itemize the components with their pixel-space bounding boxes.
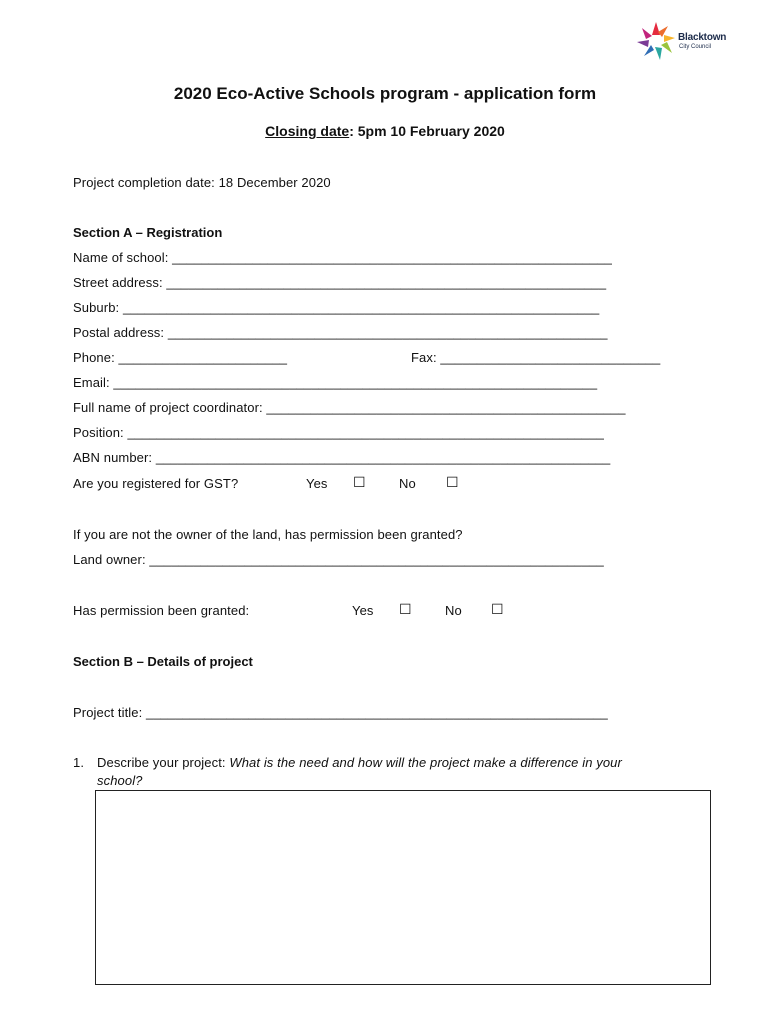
position-field[interactable]: Position: _________________________________________________________________ <box>73 425 604 440</box>
gst-no-label: No <box>399 476 416 491</box>
project-title-field[interactable]: Project title: _______________________________________________________________ <box>73 705 608 720</box>
question-1-answer-box[interactable] <box>95 790 711 985</box>
project-completion-date: Project completion date: 18 December 2020 <box>73 175 331 190</box>
permission-yes-label: Yes <box>352 603 374 618</box>
school-name-field[interactable]: Name of school: ____________________________________________________________ <box>73 250 612 265</box>
fax-field[interactable]: Fax: ______________________________ <box>411 350 661 365</box>
permission-no-label: No <box>445 603 462 618</box>
gst-no-checkbox[interactable]: ☐ <box>446 474 459 490</box>
land-permission-question: If you are not the owner of the land, has permission been granted? <box>73 527 463 542</box>
land-owner-field[interactable]: Land owner: ______________________________________________________________ <box>73 552 604 567</box>
street-address-field[interactable]: Street address: ____________________________________________________________ <box>73 275 607 290</box>
section-a-heading: Section A – Registration <box>73 225 223 240</box>
section-b-heading: Section B – Details of project <box>73 654 253 669</box>
phone-field[interactable]: Phone: _______________________ <box>73 350 288 365</box>
closing-date-label: Closing date <box>265 123 350 139</box>
question-1-prompt: What is the need and how will the project make a difference in your <box>229 755 622 770</box>
closing-date-value: : 5pm 10 February 2020 <box>349 123 505 139</box>
project-coordinator-field[interactable]: Full name of project coordinator: _________________________________________________ <box>73 400 626 415</box>
permission-yes-checkbox[interactable]: ☐ <box>399 601 412 617</box>
suburb-field[interactable]: Suburb: _________________________________________________________________ <box>73 300 600 315</box>
logo-name: Blacktown <box>678 32 727 43</box>
question-1-text <box>97 755 622 770</box>
gst-question: Are you registered for GST? <box>73 476 239 491</box>
question-1-lead: Describe your project: <box>97 755 230 770</box>
question-1-number: 1. <box>73 755 85 770</box>
gst-yes-checkbox[interactable]: ☐ <box>353 474 366 490</box>
council-logo <box>634 20 738 62</box>
logo-subtitle: City Council <box>679 44 712 50</box>
closing-date <box>0 123 770 139</box>
permission-granted-question: Has permission been granted: <box>73 603 250 618</box>
email-field[interactable]: Email: __________________________________________________________________ <box>73 375 598 390</box>
question-1-prompt-continued: school? <box>97 773 143 788</box>
permission-no-checkbox[interactable]: ☐ <box>491 601 504 617</box>
abn-field[interactable]: ABN number: ______________________________________________________________ <box>73 450 611 465</box>
page-title: 2020 Eco-Active Schools program - application form <box>173 84 597 103</box>
postal-address-field[interactable]: Postal address: ____________________________________________________________ <box>73 325 608 340</box>
council-star-icon <box>634 20 678 62</box>
gst-yes-label: Yes <box>306 476 328 491</box>
